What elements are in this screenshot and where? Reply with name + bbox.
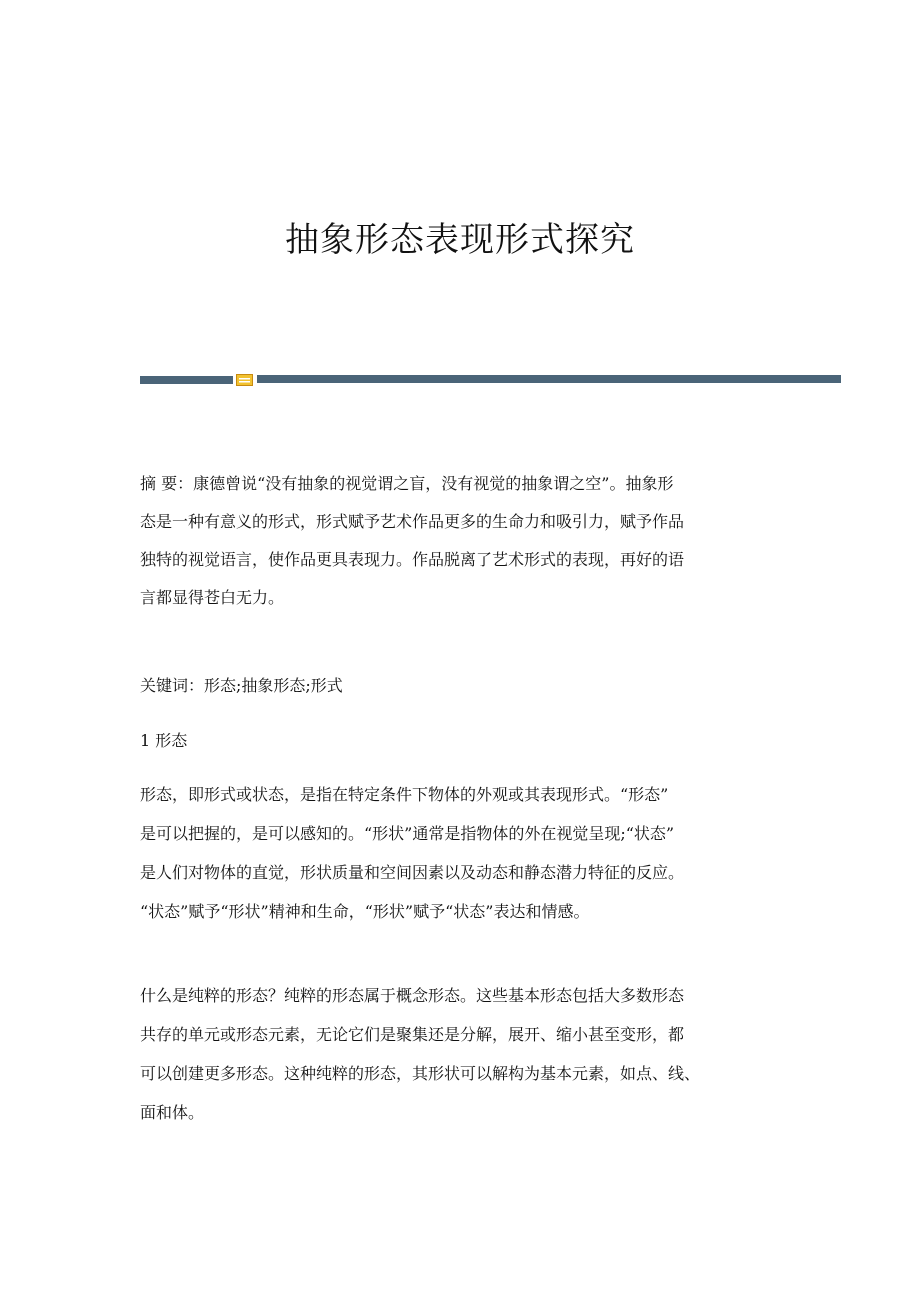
document-title: 抽象形态表现形式探究 xyxy=(285,220,635,260)
divider-marker-icon xyxy=(236,374,253,386)
section-1-paragraph-2 xyxy=(140,982,790,1127)
divider-bar-left xyxy=(140,376,233,384)
abstract-line: 言都显得苍白无力。 xyxy=(140,588,285,607)
keywords-text: 关键词：形态;抽象形态;形式 xyxy=(140,676,343,695)
title-divider xyxy=(140,374,841,386)
paragraph-line: “状态”赋予“形状”精神和生命，“形状”赋予“状态”表达和情感。 xyxy=(140,902,590,921)
abstract-line: 独特的视觉语言，使作品更具表现力。作品脱离了艺术形式的表现，再好的语 xyxy=(140,550,685,569)
paragraph-line: 形态，即形式或状态，是指在特定条件下物体的外观或其表现形式。“形态” xyxy=(140,785,669,804)
paragraph-line: 面和体。 xyxy=(140,1103,205,1122)
section-1-paragraph-1 xyxy=(140,781,790,926)
abstract-line: 摘 要：康德曾说“没有抽象的视觉谓之盲，没有视觉的抽象谓之空”。抽象形 xyxy=(140,474,674,493)
paragraph-line: 可以创建更多形态。这种纯粹的形态，其形状可以解构为基本元素，如点、线、 xyxy=(140,1064,701,1083)
abstract xyxy=(140,470,790,612)
paragraph-line: 什么是纯粹的形态？纯粹的形态属于概念形态。这些基本形态包括大多数形态 xyxy=(140,986,685,1005)
section-1-heading: 1 形态 xyxy=(140,731,188,750)
paragraph-line: 是可以把握的，是可以感知的。“形状”通常是指物体的外在视觉呈现;“状态” xyxy=(140,824,675,843)
abstract-line: 态是一种有意义的形式，形式赋予艺术作品更多的生命力和吸引力，赋予作品 xyxy=(140,512,685,531)
paragraph-line: 是人们对物体的直觉，形状质量和空间因素以及动态和静态潜力特征的反应。 xyxy=(140,863,685,882)
paragraph-line: 共存的单元或形态元素，无论它们是聚集还是分解，展开、缩小甚至变形，都 xyxy=(140,1025,685,1044)
keywords xyxy=(140,672,790,700)
section-heading xyxy=(140,727,790,755)
divider-bar-right xyxy=(257,375,841,383)
